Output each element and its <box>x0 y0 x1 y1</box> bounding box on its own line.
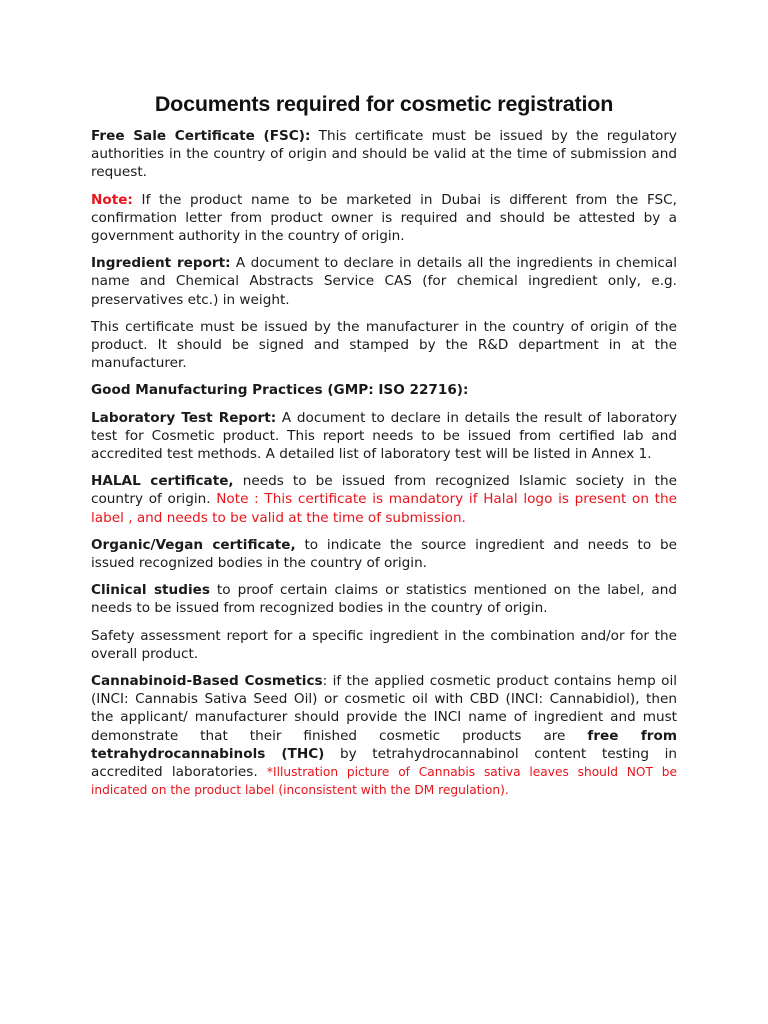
clinical-paragraph <box>91 581 677 617</box>
fsc-paragraph <box>91 127 677 182</box>
lab-report-paragraph <box>91 409 677 464</box>
halal-text: needs to be issued from recognized Islamic society in the country of origin. <box>91 473 677 508</box>
organic-text: to indicate the source ingredient and needs to be issued recognized bodies in the country of origin. <box>91 536 677 572</box>
fsc-text: This certificate must be issued by the regulatory authorities in the country of origin and should be valid at the time of submission and request. <box>91 128 677 181</box>
fsc-heading: Free Sale Certificate (FSC): <box>91 128 311 144</box>
cannabinoid-text-2: by tetrahydrocannabinol content testing in accredited laboratories. <box>91 745 678 781</box>
clinical-heading: Clinical studies <box>91 582 210 599</box>
clinical-text: to proof certain claims or statistics mentioned on the label, and needs to be issued from recognized bodies in the country of origin. <box>91 582 677 617</box>
halal-paragraph <box>91 472 677 527</box>
note-text: If the product name to be marketed in Dubai is different from the FSC, confirmation letter from product owner is required and should be attested by a government authority in the country of origin. <box>91 191 677 245</box>
lab-report-heading: Laboratory Test Report: <box>91 409 277 426</box>
manufacturer-paragraph: This certificate must be issued by the manufacturer in the country of origin of the product. It should be signed and stamped by the R&D department in at the manufacturer. <box>91 318 677 372</box>
organic-heading: Organic/Vegan certificate, <box>91 536 296 553</box>
cannabinoid-bold-phrase: free from tetrahydrocannabinols (THC) <box>91 727 677 762</box>
halal-note: Note : This certificate is mandatory if Halal logo is present on the label , and needs to be valid at the time of submission. <box>91 491 677 526</box>
note-paragraph <box>91 191 677 246</box>
cannabinoid-text-1: : if the applied cosmetic product contains hemp oil (INCI: Cannabis Sativa Seed Oil) or cosmetic oil with CBD (INCI: Cannabidiol), then the applicant/ manufacturer should provide the INCI name of ingredient and must demonstrate that their finished cosmetic products are <box>91 673 677 744</box>
lab-report-text: A document to declare in details the result of laboratory test for Cosmetic product. This report needs to be issued from certified lab and accredited test methods. A detailed list of laboratory test will be listed in Annex 1. <box>91 409 677 463</box>
document-title: Documents required for cosmetic registration <box>154 92 614 116</box>
cannabinoid-paragraph <box>91 672 677 799</box>
cannabinoid-warning: *Illustration picture of Cannabis sativa leaves should NOT be indicated on the product label (inconsistent with the DM regulation). <box>91 765 678 798</box>
ingredient-report-heading: Ingredient report: <box>91 255 231 272</box>
note-label: Note: <box>91 191 133 208</box>
safety-paragraph: Safety assessment report for a specific ingredient in the combination and/or for the overall product. <box>91 627 677 662</box>
gmp-heading: Good Manufacturing Practices (GMP: ISO 22716): <box>91 382 469 399</box>
ingredient-report-paragraph <box>91 254 677 309</box>
halal-heading: HALAL certificate, <box>91 473 234 490</box>
gmp-paragraph <box>91 381 677 399</box>
organic-paragraph <box>91 536 677 572</box>
cannabinoid-heading: Cannabinoid-Based Cosmetics <box>91 673 323 690</box>
ingredient-report-text: A document to declare in details all the ingredients in chemical name and Chemical Abstracts Service CAS (for chemical ingredient only, e.g. preservatives etc.) in weight. <box>91 255 677 308</box>
